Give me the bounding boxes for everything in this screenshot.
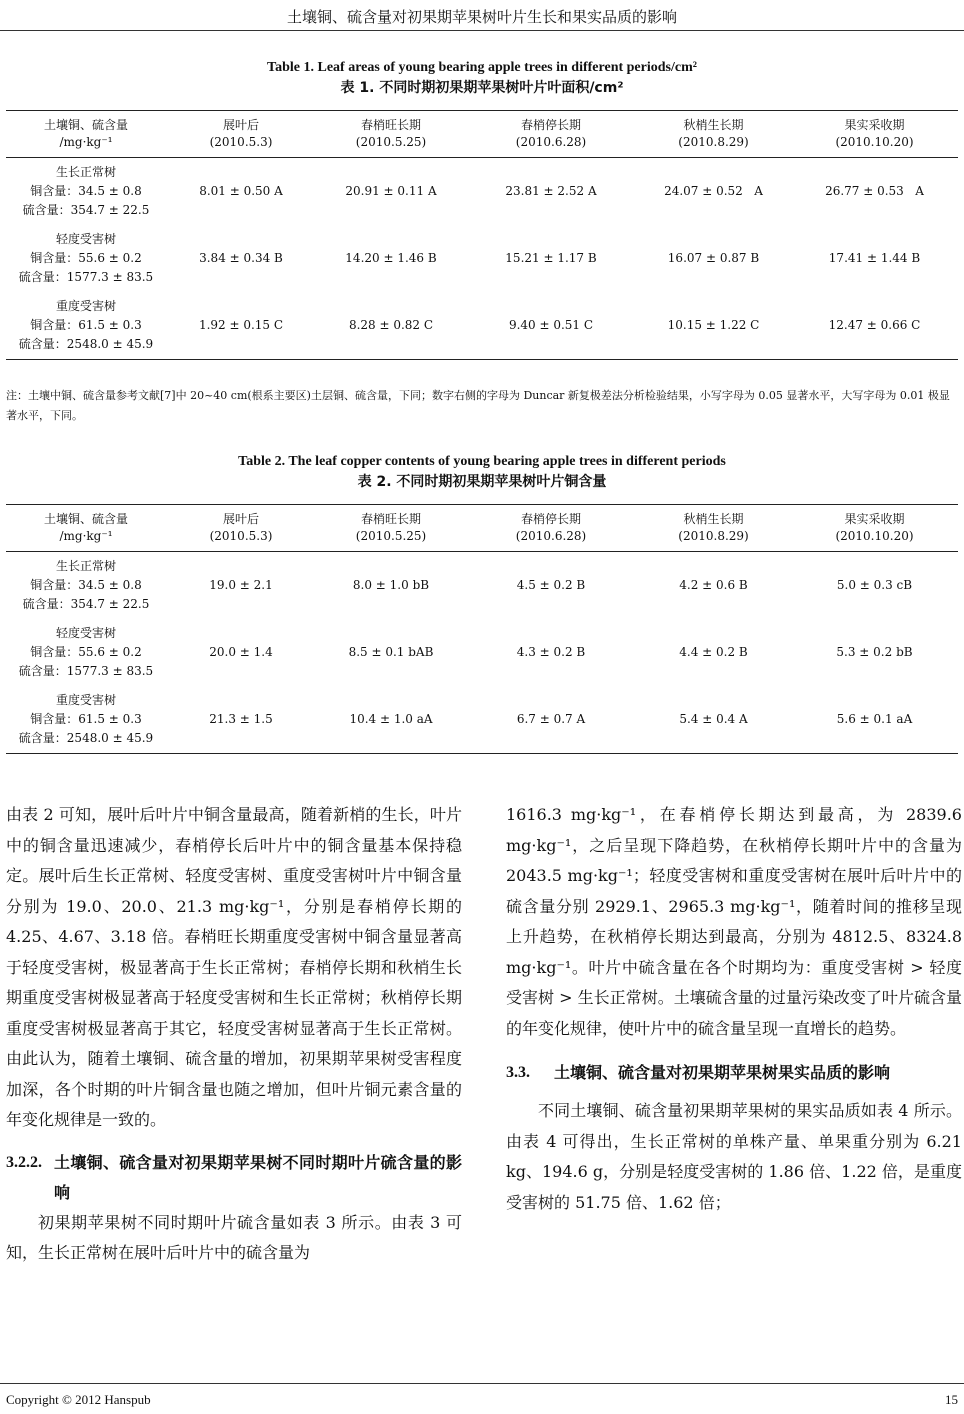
paragraph: 不同土壤铜、硫含量初果期苹果树的果实品质如表 4 所示。由表 4 可得出，生长正常树的单株产量、单果重分别为 6.21 kg、194.6 g，分别是轻度受害树的 1.86 倍、1.22 倍，是重度受害树的 51.75 倍、1.62 倍； xyxy=(506,1101,962,1212)
row-label xyxy=(6,619,166,686)
row-label xyxy=(6,225,166,292)
table-cell: 17.41 ± 1.44 B xyxy=(828,251,921,265)
table-cell: 4.5 ± 0.2 B xyxy=(516,578,586,592)
column-header xyxy=(316,505,466,552)
table-row xyxy=(6,686,958,754)
row-label-line: 硫含量：1577.3 ± 83.5 xyxy=(18,270,154,284)
column-header xyxy=(466,505,636,552)
table2 xyxy=(6,504,958,754)
paragraph: 由表 2 可知，展叶后叶片中铜含量最高，随着新梢的生长，叶片中的铜含量迅速减少，春梢停长后叶片中的铜含量基本保持稳定。展叶后生长正常树、轻度受害树、重度受害树叶片中铜含量分别为 19.0、20.0、21.3 mg·kg⁻¹，分别是春梢停长期的 4.25、4.67、3.18 倍。春梢旺长期重度受害树中铜含量显著高于轻度受害树，极显著高于生长正常树；春梢停长期和秋梢生长期重度受害树极显著高于轻度受害树和生长正常树；秋梢停长期重度受害树极显著高于其它，轻度受害树显著高于生长正常树。由此认为，随着土壤铜、硫含量的增加，初果期苹果树受害程度加深，各个时期的叶片铜含量也随之增加，但叶片铜元素含量的年变化规律是一致的。 xyxy=(6,805,462,1129)
column-header-line: (2010.5.25) xyxy=(355,529,427,543)
column-header xyxy=(636,505,791,552)
table-cell: 4.2 ± 0.6 B xyxy=(679,578,748,592)
table1-caption-en: Table 1. Leaf areas of young bearing apple trees in different periods/cm² xyxy=(267,60,697,75)
table-cell: 4.4 ± 0.2 B xyxy=(679,645,748,659)
table-row xyxy=(6,552,958,620)
row-label-line: 重度受害树 xyxy=(55,693,116,707)
row-label-line: 生长正常树 xyxy=(55,165,116,179)
row-label xyxy=(6,292,166,360)
column-header-line: (2010.8.29) xyxy=(678,135,749,149)
table2-caption xyxy=(0,452,964,492)
table2-caption-zh: 表 2. 不同时期初果期苹果树叶片铜含量 xyxy=(357,474,607,490)
table1-caption-zh: 表 1. 不同时期初果期苹果树叶片叶面积/cm² xyxy=(340,80,624,96)
table1-caption xyxy=(0,58,964,98)
table2-caption-en: Table 2. The leaf copper contents of young bearing apple trees in different periods xyxy=(238,454,726,469)
table-cell: 24.07 ± 0.52 A xyxy=(664,184,763,198)
table-cell: 3.84 ± 0.34 B xyxy=(199,251,283,265)
column-header-line: 展叶后 xyxy=(222,118,259,132)
column-header-line: 春梢停长期 xyxy=(520,118,581,132)
column-header-line: 展叶后 xyxy=(222,512,259,526)
running-header: 土壤铜、硫含量对初果期苹果树叶片生长和果实品质的影响 xyxy=(286,8,677,26)
table-cell: 12.47 ± 0.66 C xyxy=(828,318,921,332)
table-cell: 8.01 ± 0.50 A xyxy=(199,184,283,198)
table-cell: 20.0 ± 1.4 xyxy=(209,645,273,659)
table1-note: 注：土壤中铜、硫含量参考文献[7]中 20~40 cm(根系主要区)土层铜、硫含量，下同；数字右侧的字母为 Duncar 新复极差法分析检验结果，小写字母为 0.05 显著水平，大写字母为 0.01 极显著水平，下同。 xyxy=(6,389,950,422)
column-header-line: (2010.5.3) xyxy=(209,135,273,149)
table-cell: 19.0 ± 2.1 xyxy=(209,578,273,592)
row-label-line: 硫含量：354.7 ± 22.5 xyxy=(22,203,150,217)
table-cell: 8.5 ± 0.1 bAB xyxy=(348,645,434,659)
table-row xyxy=(6,292,958,360)
column-header xyxy=(166,111,316,158)
row-label xyxy=(6,552,166,620)
column-header-line: 土壤铜、硫含量 xyxy=(43,118,128,132)
column-header-line: (2010.6.28) xyxy=(515,135,587,149)
column-header-line: 春梢旺长期 xyxy=(360,512,421,526)
column-header xyxy=(316,111,466,158)
section-title: 土壤铜、硫含量对初果期苹果树果实品质的影响 xyxy=(554,1063,891,1082)
table2-body xyxy=(6,552,958,754)
footer-copyright: Copyright © 2012 Hanspub xyxy=(6,1392,151,1407)
column-header-line: 春梢旺长期 xyxy=(360,118,421,132)
table1 xyxy=(6,110,958,360)
column-header xyxy=(6,505,166,552)
column-header-line: (2010.8.29) xyxy=(678,529,749,543)
table1-header-row xyxy=(6,111,958,158)
row-label xyxy=(6,686,166,754)
row-label-line: 轻度受害树 xyxy=(55,232,116,246)
row-label-line: 重度受害树 xyxy=(55,299,116,313)
row-label-line: 硫含量：2548.0 ± 45.9 xyxy=(18,731,154,745)
section-number: 3.3. xyxy=(506,1064,530,1081)
table-cell: 10.15 ± 1.22 C xyxy=(667,318,760,332)
table-cell: 4.3 ± 0.2 B xyxy=(516,645,586,659)
column-header-line: (2010.6.28) xyxy=(515,529,587,543)
page-number: 15 xyxy=(945,1392,958,1407)
section-title: 土壤铜、硫含量对初果期苹果树不同时期叶片硫含量的影响 xyxy=(54,1152,462,1202)
table-row xyxy=(6,158,958,226)
row-label-line: 铜含量：61.5 ± 0.3 xyxy=(30,712,142,726)
column-header-line: (2010.5.3) xyxy=(209,529,273,543)
column-header-line: 土壤铜、硫含量 xyxy=(43,512,128,526)
table-row xyxy=(6,225,958,292)
section-heading-3-2-2 xyxy=(6,1148,462,1208)
row-label-line: 硫含量：354.7 ± 22.5 xyxy=(22,597,150,611)
table-cell: 23.81 ± 2.52 A xyxy=(505,184,597,198)
table-cell: 14.20 ± 1.46 B xyxy=(345,251,437,265)
table1-body xyxy=(6,158,958,360)
row-label-line: 铜含量：61.5 ± 0.3 xyxy=(30,318,142,332)
row-label-line: 铜含量：34.5 ± 0.8 xyxy=(30,578,142,592)
column-header-line: 春梢停长期 xyxy=(520,512,581,526)
column-header xyxy=(466,111,636,158)
section-heading-3-3 xyxy=(506,1058,962,1088)
column-header-line: /mg·kg⁻¹ xyxy=(59,135,113,149)
table-cell: 20.91 ± 0.11 A xyxy=(345,184,437,198)
section-number: 3.2.2. xyxy=(6,1153,42,1171)
paragraph: 初果期苹果树不同时期叶片硫含量如表 3 所示。由表 3 可知，生长正常树在展叶后叶片中的硫含量为 xyxy=(6,1212,462,1262)
table-cell: 16.07 ± 0.87 B xyxy=(667,251,760,265)
column-header-line: 秋梢生长期 xyxy=(683,512,744,526)
footer-rule xyxy=(0,1383,964,1384)
table-row xyxy=(6,619,958,686)
column-header xyxy=(791,111,958,158)
table2-header-row xyxy=(6,505,958,552)
table-cell: 10.4 ± 1.0 aA xyxy=(349,712,433,726)
row-label-line: 生长正常树 xyxy=(55,559,116,573)
table-cell: 9.40 ± 0.51 C xyxy=(508,318,594,332)
table-cell: 15.21 ± 1.17 B xyxy=(505,251,597,265)
table-cell: 5.6 ± 0.1 aA xyxy=(836,712,913,726)
row-label-line: 轻度受害树 xyxy=(55,626,116,640)
column-header-line: (2010.10.20) xyxy=(835,529,914,543)
row-label-line: 铜含量：55.6 ± 0.2 xyxy=(30,645,142,659)
row-label-line: 硫含量：1577.3 ± 83.5 xyxy=(18,664,154,678)
left-column xyxy=(6,800,462,1269)
table-cell: 5.0 ± 0.3 cB xyxy=(836,578,913,592)
row-label xyxy=(6,158,166,226)
column-header-line: (2010.10.20) xyxy=(835,135,914,149)
column-header-line: /mg·kg⁻¹ xyxy=(59,529,113,543)
table-cell: 8.0 ± 1.0 bB xyxy=(352,578,430,592)
table-cell: 26.77 ± 0.53 A xyxy=(825,184,924,198)
paragraph: 1616.3 mg·kg⁻¹，在春梢停长期达到最高，为 2839.6 mg·kg⁻¹，之后呈现下降趋势，在秋梢停长期叶片中的含量为 2043.5 mg·kg⁻¹；轻度受害树和重度受害树在展叶后叶片中的硫含量分别 2929.1、2965.3 mg·kg⁻¹，随着时间的推移呈现上升趋势，在秋梢停长期达到最高，分别为 4812.5、8324.8 mg·kg⁻¹。叶片中硫含量在各个时期均为：重度受害树 > 轻度受害树 > 生长正常树。土壤硫含量的过量污染改变了叶片硫含量的年变化规律，使叶片中的硫含量呈现一直增长的趋势。 xyxy=(506,805,962,1038)
row-label-line: 铜含量：34.5 ± 0.8 xyxy=(30,184,142,198)
table-cell: 5.4 ± 0.4 A xyxy=(679,712,748,726)
column-header-line: 果实采收期 xyxy=(844,118,905,132)
row-label-line: 硫含量：2548.0 ± 45.9 xyxy=(18,337,154,351)
column-header-line: (2010.5.25) xyxy=(355,135,427,149)
table-cell: 1.92 ± 0.15 C xyxy=(198,318,284,332)
column-header xyxy=(6,111,166,158)
table-cell: 6.7 ± 0.7 A xyxy=(516,712,586,726)
column-header-line: 秋梢生长期 xyxy=(683,118,744,132)
table-cell: 21.3 ± 1.5 xyxy=(209,712,273,726)
right-column xyxy=(506,800,962,1218)
column-header xyxy=(166,505,316,552)
column-header xyxy=(791,505,958,552)
column-header-line: 果实采收期 xyxy=(844,512,905,526)
table-cell: 8.28 ± 0.82 C xyxy=(348,318,434,332)
row-label-line: 铜含量：55.6 ± 0.2 xyxy=(30,251,142,265)
column-header xyxy=(636,111,791,158)
table-cell: 5.3 ± 0.2 bB xyxy=(836,645,913,659)
header-rule xyxy=(0,30,964,31)
